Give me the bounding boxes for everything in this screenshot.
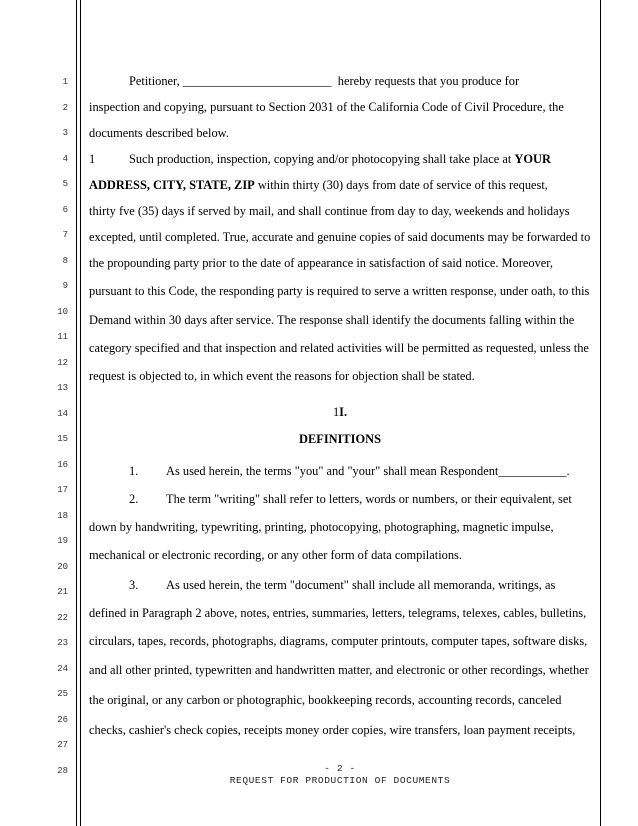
definition-2-line-2: down by handwriting, typewriting, printing, photocopying, photographing, magnetic impulse, <box>89 520 554 534</box>
line-number: 7 <box>62 230 68 240</box>
line-number: 16 <box>57 460 68 470</box>
body-line-5 <box>89 177 548 193</box>
line-number: 22 <box>57 613 68 623</box>
line-number: 28 <box>57 766 68 776</box>
definition-3-line-2: defined in Paragraph 2 above, notes, entries, summaries, letters, telegrams, telexes, cables, bulletins, <box>89 606 587 620</box>
definition-3-line-3: circulars, tapes, records, photographs, diagrams, computer printouts, computer tapes, software disks, <box>89 634 588 648</box>
body-line-6: thirty fve (35) days if served by mail, and shall continue from day to day, weekends and holidays <box>89 204 570 218</box>
definition-3-line-6: checks, cashier's check copies, receipts money order copies, wire transfers, loan payment receipts, <box>89 723 576 737</box>
line-number: 23 <box>57 638 68 648</box>
definition-1-number: 1. <box>129 464 139 478</box>
petitioner-blank: ________________________ <box>182 74 332 88</box>
right-margin-rule <box>600 0 601 826</box>
line-number: 1 <box>62 77 68 87</box>
line-number: 26 <box>57 715 68 725</box>
production-location-text: Such production, inspection, copying and/or photocopying shall take place at <box>129 152 512 166</box>
body-line-12: request is objected to, in which event the reasons for objection shall be stated. <box>89 369 475 383</box>
page-number: - 2 - <box>324 763 356 774</box>
petitioner-label: Petitioner, <box>129 74 180 88</box>
definition-3-text: As used herein, the term "document" shall include all memoranda, writings, as <box>166 578 556 592</box>
definition-1-text: As used herein, the terms "you" and "your" shall mean Respondent___________. <box>166 464 570 478</box>
body-line-11: category specified and that inspection and related activities will be permitted as requested, unless the <box>89 341 589 355</box>
body-line-2: inspection and copying, pursuant to Section 2031 of the California Code of Civil Procedure, the <box>89 100 564 114</box>
line-number: 27 <box>57 740 68 750</box>
definition-3-line-4: and all other printed, typewritten and handwritten matter, and electronic or other recordings, whether <box>89 663 589 677</box>
body-line-1 <box>129 73 519 89</box>
line-number: 5 <box>62 179 68 189</box>
section-number-plain: 1 <box>332 405 340 419</box>
definition-2-line-3: mechanical or electronic recording, or any other form of data compilations. <box>89 548 462 562</box>
body-line-3: documents described below. <box>89 126 229 140</box>
line-number: 8 <box>62 256 68 266</box>
line-number: 19 <box>57 536 68 546</box>
line-number: 20 <box>57 562 68 572</box>
line-number: 14 <box>57 409 68 419</box>
deadline-text: within thirty (30) days from date of service of this request, <box>257 178 548 192</box>
body-line-4-text <box>129 151 551 167</box>
body-line-10: Demand within 30 days after service. The response shall identify the documents falling within the <box>89 313 575 327</box>
section-title <box>80 431 600 447</box>
line-number: 24 <box>57 664 68 674</box>
left-margin-rule-outer <box>76 0 77 826</box>
line-number: 6 <box>62 205 68 215</box>
line-number: 9 <box>62 281 68 291</box>
body-line-9: pursuant to this Code, the responding party is required to serve a written response, under oath, to this <box>89 284 590 298</box>
definition-2-number: 2. <box>129 492 139 506</box>
line-number: 4 <box>62 154 68 164</box>
line-number: 2 <box>62 103 68 113</box>
section-title-text: DEFINITIONS <box>299 432 381 446</box>
definition-3-number: 3. <box>129 578 139 592</box>
line-number: 21 <box>57 587 68 597</box>
line-number: 17 <box>57 485 68 495</box>
body-line-8: the propounding party prior to the date of appearance in satisfaction of said notice. Moreover, <box>89 256 553 270</box>
section-number <box>80 404 600 420</box>
body-line-4 <box>89 151 95 167</box>
line-number: 3 <box>62 128 68 138</box>
definition-2-text: The term "writing" shall refer to letters, words or numbers, or their equivalent, set <box>166 492 572 506</box>
line-number: 18 <box>57 511 68 521</box>
line-number: 25 <box>57 689 68 699</box>
line-number: 12 <box>57 358 68 368</box>
section-number-roman: I. <box>339 405 348 419</box>
address-placeholder-start: YOUR <box>514 152 551 166</box>
address-placeholder: ADDRESS, CITY, STATE, ZIP <box>89 178 255 192</box>
body-line-7: excepted, until completed. True, accurate and genuine copies of said documents may be forwarded to <box>89 230 591 244</box>
line-number: 11 <box>57 332 68 342</box>
line-number: 15 <box>57 434 68 444</box>
definition-3-line-5: the original, or any carbon or photographic, bookkeeping records, accounting records, canceled <box>89 693 562 707</box>
document-title-footer: REQUEST FOR PRODUCTION OF DOCUMENTS <box>229 775 451 786</box>
paragraph-number: 1 <box>89 152 96 166</box>
line-number: 10 <box>57 307 68 317</box>
line-number: 13 <box>57 383 68 393</box>
request-intro: hereby requests that you produce for <box>337 74 520 88</box>
